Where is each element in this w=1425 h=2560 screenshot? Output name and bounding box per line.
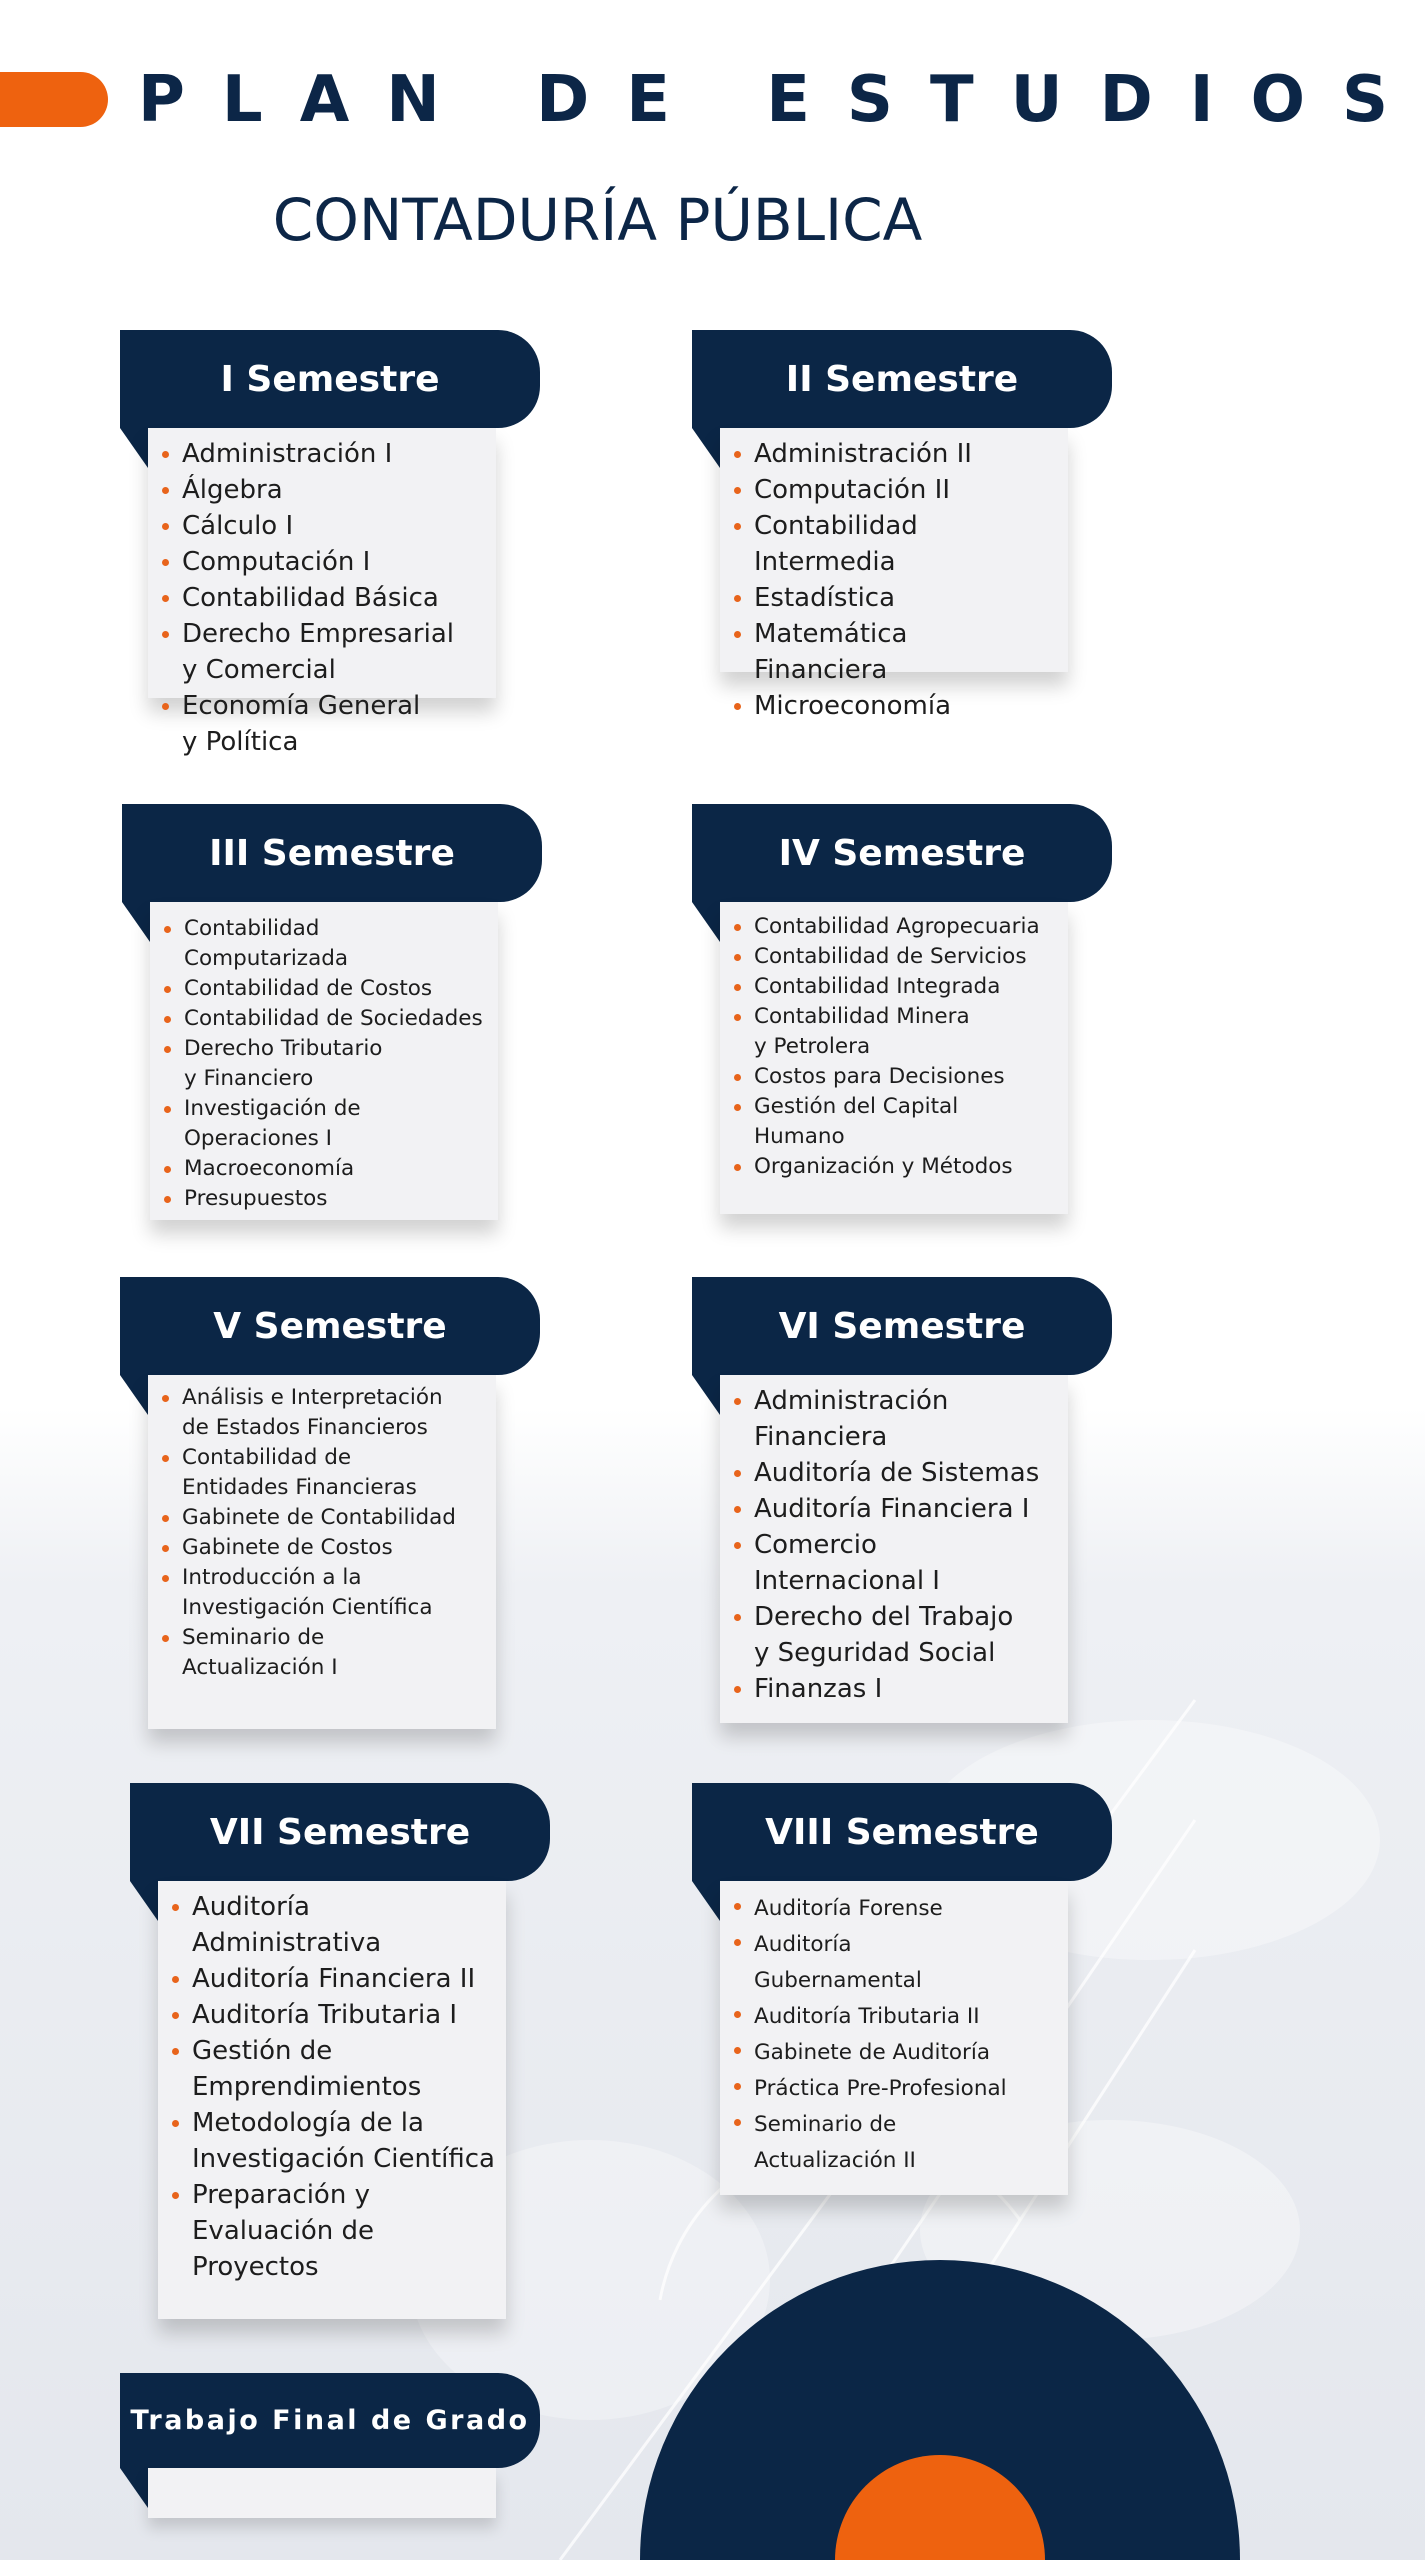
ribbon-fold xyxy=(120,428,148,468)
subject-item: Contabilidad de Entidades Financieras xyxy=(182,1443,496,1503)
subject-item: Seminario de Actualización II xyxy=(754,2107,1068,2179)
subject-item: Investigación de Operaciones I xyxy=(184,1094,498,1154)
subject-item: Administración I xyxy=(182,436,496,472)
subject-list xyxy=(720,1891,1068,2179)
subject-card xyxy=(720,1881,1068,2195)
subject-item: Contabilidad de Costos xyxy=(184,974,498,1004)
subject-item: Auditoría Tributaria I xyxy=(192,1997,506,2033)
subject-item: Economía General y Política xyxy=(182,688,496,760)
semester-header: VII Semestre xyxy=(130,1783,550,1881)
semester-header: III Semestre xyxy=(122,804,542,902)
ribbon-fold xyxy=(130,1881,158,1921)
subject-list xyxy=(720,912,1068,1182)
subject-item: Macroeconomía xyxy=(184,1154,498,1184)
subject-card xyxy=(158,1881,506,2319)
subject-item: Auditoría Forense xyxy=(754,1891,1068,1927)
subject-item: Auditoría de Sistemas xyxy=(754,1455,1068,1491)
semester-header: II Semestre xyxy=(692,330,1112,428)
subject-item: Finanzas I xyxy=(754,1671,1068,1707)
subject-item: Contabilidad de Sociedades xyxy=(184,1004,498,1034)
subject-item: Contabilidad Agropecuaria xyxy=(754,912,1068,942)
page-title: PLAN DE ESTUDIOS xyxy=(138,63,1425,137)
subject-item: Gabinete de Costos xyxy=(182,1533,496,1563)
subject-item: Derecho del Trabajo y Seguridad Social xyxy=(754,1599,1068,1671)
subject-item: Administración Financiera xyxy=(754,1383,1068,1455)
subject-item: Gestión de Emprendimientos xyxy=(192,2033,506,2105)
subject-item: Auditoría Financiera II xyxy=(192,1961,506,1997)
subject-item: Administración II xyxy=(754,436,1068,472)
subject-item: Derecho Empresarial y Comercial xyxy=(182,616,496,688)
subject-item: Auditoría Financiera I xyxy=(754,1491,1068,1527)
subject-item: Auditoría Tributaria II xyxy=(754,1999,1068,2035)
semester-header: VI Semestre xyxy=(692,1277,1112,1375)
subject-item: Presupuestos xyxy=(184,1184,498,1214)
subject-item: Computación I xyxy=(182,544,496,580)
subject-item: Contabilidad Minera y Petrolera xyxy=(754,1002,1068,1062)
subject-item: Costos para Decisiones xyxy=(754,1062,1068,1092)
subject-item: Auditoría Gubernamental xyxy=(754,1927,1068,1999)
subject-item: Contabilidad de Servicios xyxy=(754,942,1068,972)
ribbon-fold xyxy=(692,1375,720,1415)
subject-list xyxy=(150,914,498,1214)
final-project-header: Trabajo Final de Grado xyxy=(120,2373,540,2468)
subject-card xyxy=(720,428,1068,721)
subject-item: Contabilidad Integrada xyxy=(754,972,1068,1002)
subject-card xyxy=(148,1375,496,1729)
semester-header: IV Semestre xyxy=(692,804,1112,902)
subject-list xyxy=(148,436,496,760)
subject-list xyxy=(720,1383,1068,1707)
subject-card xyxy=(150,902,498,1220)
subject-item: Comercio Internacional I xyxy=(754,1527,1068,1599)
ribbon-fold xyxy=(692,902,720,942)
orange-accent-bar xyxy=(0,72,108,127)
subject-item: Preparación y Evaluación de Proyectos xyxy=(192,2177,506,2285)
ribbon-fold xyxy=(120,2468,148,2508)
subject-item: Contabilidad Intermedia xyxy=(754,508,1068,580)
subject-item: Seminario de Actualización I xyxy=(182,1623,496,1683)
subject-item: Computación II xyxy=(754,472,1068,508)
subject-item: Auditoría Administrativa xyxy=(192,1889,506,1961)
subject-card xyxy=(148,428,496,757)
subject-item: Gabinete de Auditoría xyxy=(754,2035,1068,2071)
subject-card xyxy=(720,902,1068,1214)
subject-item: Metodología de la Investigación Científica xyxy=(192,2105,506,2177)
subject-item: Contabilidad Básica xyxy=(182,580,496,616)
subject-list xyxy=(720,436,1068,724)
subject-item: Estadística xyxy=(754,580,1068,616)
subject-item: Organización y Métodos xyxy=(754,1152,1068,1182)
subject-item: Matemática Financiera xyxy=(754,616,1068,688)
page-subtitle: CONTADURÍA PÚBLICA xyxy=(272,186,923,254)
subject-item: Microeconomía xyxy=(754,688,1068,724)
semester-header: VIII Semestre xyxy=(692,1783,1112,1881)
subject-item: Práctica Pre-Profesional xyxy=(754,2071,1068,2107)
subject-item: Introducción a la Investigación Científica xyxy=(182,1563,496,1623)
subject-card xyxy=(720,1375,1068,1723)
subject-list xyxy=(158,1889,506,2285)
ribbon-fold xyxy=(692,428,720,468)
subject-item: Contabilidad Computarizada xyxy=(184,914,498,974)
semester-header: V Semestre xyxy=(120,1277,540,1375)
subject-item: Análisis e Interpretación de Estados Financieros xyxy=(182,1383,496,1443)
subject-item: Derecho Tributario y Financiero xyxy=(184,1034,498,1094)
subject-item: Cálculo I xyxy=(182,508,496,544)
ribbon-fold xyxy=(120,1375,148,1415)
ribbon-fold xyxy=(692,1881,720,1921)
subject-item: Álgebra xyxy=(182,472,496,508)
final-project-card xyxy=(148,2468,496,2518)
subject-list xyxy=(148,1383,496,1683)
ribbon-fold xyxy=(122,902,150,942)
subject-item: Gestión del Capital Humano xyxy=(754,1092,1068,1152)
subject-item: Gabinete de Contabilidad xyxy=(182,1503,496,1533)
semester-header: I Semestre xyxy=(120,330,540,428)
